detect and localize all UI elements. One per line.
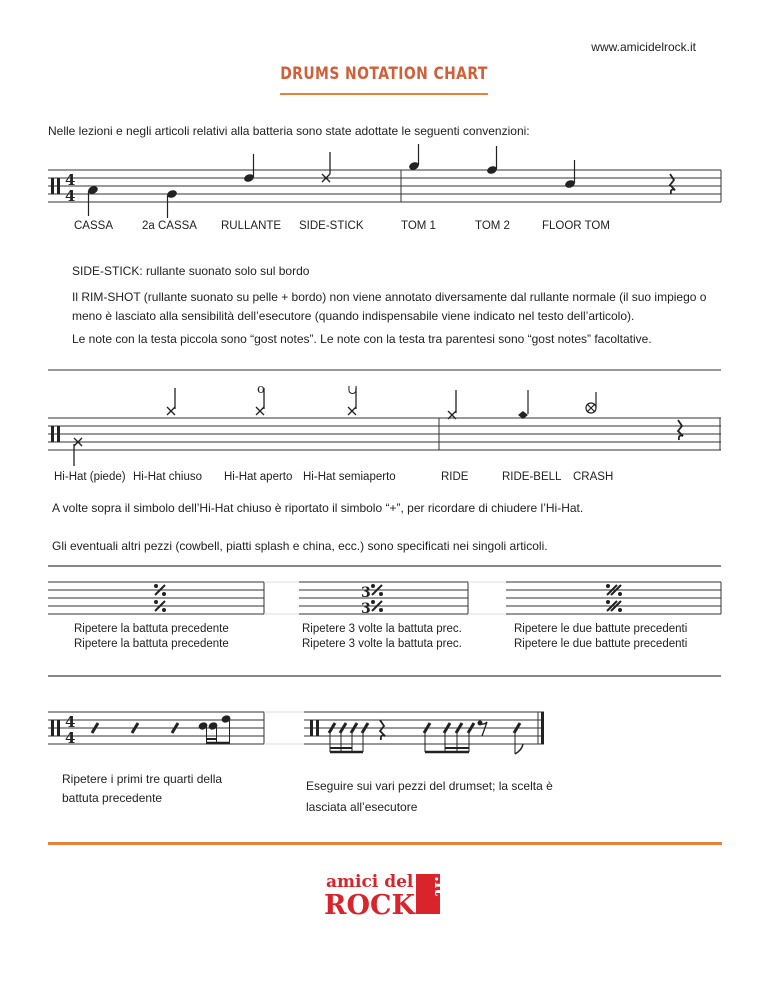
- label-cassa: CASSA: [74, 220, 113, 232]
- staff-slash-notation: [48, 672, 728, 760]
- caption-repeat-three: Ripetere 3 volte la battuta prec. Ripetere 3 volte la battuta prec.: [302, 623, 462, 650]
- note-hihat-closed: [167, 388, 175, 415]
- percussion-clef-4: [310, 720, 313, 736]
- time-sig-bottom: 4: [65, 187, 76, 205]
- page-title: DRUMS NOTATION CHART: [280, 64, 488, 84]
- label-2a-cassa: 2a CASSA: [142, 220, 197, 232]
- label-hihat-pedal: Hi-Hat (piede): [54, 471, 126, 483]
- svg-text:ROCK: ROCK: [324, 890, 415, 921]
- slash-sixteenth-group-1: [329, 723, 368, 752]
- website-url[interactable]: www.amicidelrock.it: [591, 40, 696, 54]
- percussion-clef-3: [51, 720, 54, 736]
- percussion-clef: [51, 178, 54, 194]
- label-ride: RIDE: [441, 471, 469, 483]
- caption-repeat-one: Ripetere la battuta precedente Ripetere la battuta precedente: [74, 623, 229, 650]
- label-rullante: RULLANTE: [221, 220, 282, 232]
- rim-shot-note: Il RIM-SHOT (rullante suonato su pelle + bordo) non viene annotato diversamente dal rullante normale (il suo impiego o meno è lasciato alla sensibilità dell’esecutore (quando indispensabile viene indicato nel testo dell’articolo).: [72, 290, 707, 323]
- label-side-stick: SIDE-STICK: [299, 220, 364, 232]
- caption-repeat-two: Ripetere le due battute precedenti Ripetere le due battute precedenti: [514, 623, 688, 650]
- amici-del-rock-logo: [322, 868, 450, 921]
- note-rullante: [243, 154, 255, 183]
- caption-free-choice: Eseguire sui vari pezzi del drumset; la scelta è lasciata all’esecutore: [306, 779, 553, 814]
- percussion-clef-2: [51, 426, 54, 442]
- title-underline: [280, 93, 488, 95]
- note-ride: [448, 390, 456, 419]
- time-sig-bottom-2: 4: [65, 729, 76, 747]
- svg-text:amici del: amici del: [326, 872, 414, 892]
- time-sig-top-2: 4: [65, 713, 76, 731]
- quarter-rest-2: [678, 420, 683, 440]
- svg-text:.it: .it: [430, 876, 450, 897]
- label-ride-bell: RIDE-BELL: [502, 471, 562, 483]
- other-pieces-note: Gli eventuali altri pezzi (cowbell, piatti splash e china, ecc.) sono specificati nei singoli articoli.: [52, 539, 548, 553]
- open-symbol: o: [257, 382, 265, 397]
- hihat-plus-note: A volte sopra il simbolo dell’Hi-Hat chiuso è riportato il simbolo “+”, per ricordare di chiudere l’Hi-Hat.: [52, 501, 584, 515]
- sixteenth-note-figure: [198, 715, 231, 743]
- half-open-symbol: ∪: [347, 383, 358, 398]
- intro-text: Nelle lezioni e negli articoli relativi alla batteria sono state adottate le seguenti convenzioni:: [48, 124, 530, 138]
- note-ride-bell: [518, 390, 528, 419]
- label-hihat-open: Hi-Hat aperto: [224, 471, 293, 483]
- quarter-rest: [670, 174, 675, 194]
- label-hihat-closed: Hi-Hat chiuso: [133, 471, 203, 483]
- caption-repeat-quarters: Ripetere i primi tre quarti della battuta precedente: [62, 772, 223, 805]
- note-2a-cassa: [166, 189, 178, 218]
- staff-repeats: [48, 562, 728, 622]
- label-hihat-half-open: Hi-Hat semiaperto: [303, 471, 396, 483]
- ghost-notes-note: Le note con la testa piccola sono “gost notes”. Le note con la testa tra parentesi sono “gost notes” facoltative.: [72, 332, 652, 346]
- note-crash: [586, 392, 596, 413]
- note-floor-tom: [564, 160, 576, 189]
- note-tom-2: [486, 146, 498, 175]
- label-tom-1: TOM 1: [401, 220, 436, 232]
- quarter-rest-3: [380, 720, 385, 740]
- note-cassa: [87, 185, 99, 216]
- footer-divider: [48, 842, 722, 845]
- staff-cymbals: [48, 368, 728, 466]
- label-crash: CRASH: [573, 471, 614, 483]
- repeat-count-bottom: 3: [361, 601, 371, 617]
- repeat-count-top: 3: [361, 585, 371, 601]
- note-tom-1: [408, 144, 420, 171]
- staff-drum-voices: [48, 150, 728, 220]
- slash-sixteenth-group-2: [424, 723, 474, 752]
- side-stick-note: SIDE-STICK: rullante suonato solo sul bordo: [72, 264, 310, 278]
- label-floor-tom: FLOOR TOM: [542, 220, 610, 232]
- time-sig-top: 4: [65, 171, 76, 189]
- label-tom-2: TOM 2: [475, 220, 510, 232]
